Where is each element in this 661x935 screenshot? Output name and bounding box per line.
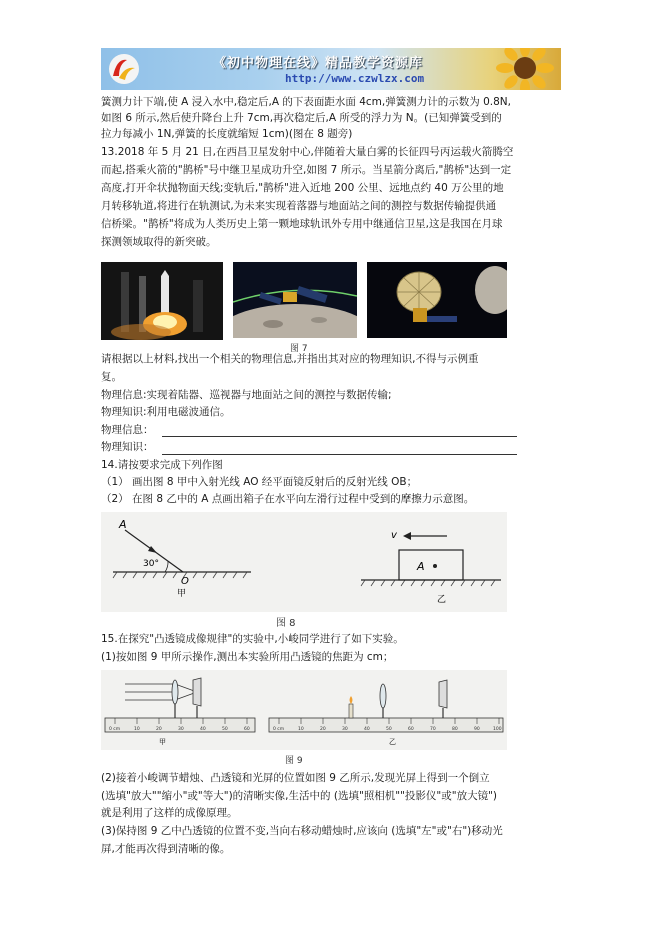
- text-line: 簧测力计下端,使 A 浸入水中,稳定后,A 的下表面距水面 4cm,弹簧测力计的示数为 0.8N,: [101, 96, 511, 108]
- label-angle: 30°: [143, 559, 159, 569]
- lens-jia: [172, 680, 178, 704]
- tick-label: 10: [134, 727, 140, 732]
- tick-label: 0 cm: [109, 727, 121, 732]
- header-banner: [101, 48, 561, 90]
- tick-label: 60: [244, 727, 250, 732]
- tick-label: 40: [364, 727, 370, 732]
- figure-9-caption: 图 9: [285, 756, 303, 766]
- text-line: 14.请按要求完成下列作图: [101, 459, 223, 471]
- candle: [349, 704, 353, 718]
- tick-label: 20: [320, 727, 326, 732]
- sunflower-icon: [495, 48, 555, 90]
- figure-8-caption: 图 8: [276, 618, 296, 629]
- text-line: 信桥梁。"鹊桥"将成为人类历史上第一颗地球轨讯外专用中继通信卫星,这是我国在月球: [101, 218, 503, 230]
- tick-label: 100: [493, 727, 502, 732]
- label-v: v: [391, 530, 397, 541]
- tick-label: 40: [200, 727, 206, 732]
- answer-label: 物理知识：: [101, 441, 154, 453]
- tick-label: 10: [298, 727, 304, 732]
- text-line: (2)接着小峻调节蜡烛、凸透镜和光屏的位置如图 9 乙所示,发现光屏上得到一个倒立: [101, 772, 490, 784]
- satellite-over-moon-photo: [233, 262, 357, 338]
- text-line: 15.在探究"凸透镜成像规律"的实验中,小峻同学进行了如下实验。: [101, 633, 404, 645]
- text-line: 高度,打开伞状抛物面天线;变轨后,"鹊桥"进入近地 200 公里、远地点约 40 万公里的地: [101, 182, 504, 194]
- text-line: （1） 画出图 8 甲中入射光线 AO 经平面镜反射后的反射光线 OB；: [101, 476, 418, 488]
- label-A: A: [119, 518, 127, 531]
- text-line: (3)保持图 9 乙中凸透镜的位置不变,当向右移动蜡烛时,应该向 (选填"左"或"右")移动光: [101, 825, 503, 837]
- label-box-A: A: [417, 560, 425, 573]
- tick-label: 30: [342, 727, 348, 732]
- label-jia: 甲: [177, 589, 187, 599]
- tick-label: 70: [430, 727, 436, 732]
- text-line: 就是利用了这样的成像原理。: [101, 807, 238, 819]
- screen-jia: [193, 678, 201, 706]
- tick-label: 50: [386, 727, 392, 732]
- relay-satellite-photo: [367, 262, 507, 338]
- tick-label: 80: [452, 727, 458, 732]
- answer-blank[interactable]: [162, 453, 517, 455]
- label-yi: 乙: [437, 595, 447, 605]
- text-line: （2） 在图 8 乙中的 A 点画出箱子在水平向左滑行过程中受到的摩擦力示意图。: [101, 493, 475, 505]
- rocket-launch-photo: [101, 262, 223, 340]
- text-line: 屏,才能再次得到清晰的像。: [101, 843, 231, 855]
- banner-url: http://www.czwlzx.com: [285, 72, 425, 85]
- figure-9: [101, 670, 507, 750]
- text-line: 13.2018 年 5 月 21 日,在西昌卫星发射中心,伴随着大量白雾的长征四号丙运载火箭腾空: [101, 146, 514, 158]
- answer-blank[interactable]: [162, 435, 517, 437]
- label-O: O: [181, 576, 189, 587]
- banner-title: 《初中物理在线》精品教学资源库: [213, 56, 424, 71]
- lens-yi: [380, 684, 386, 708]
- text-line: 探测领域取得的新突破。: [101, 236, 217, 248]
- text-line: (1)按如图 9 甲所示操作,测出本实验所用凸透镜的焦距为 cm；: [101, 651, 394, 663]
- text-line: 如图 6 所示,然后使升降台上升 7cm,再次稳定后,A 所受的浮力为 N。(已知弹簧受到的: [101, 112, 502, 124]
- text-line: 拉力每减小 1N,弹簧的长度就缩短 1cm)(图在 8 题旁): [101, 128, 353, 140]
- label-jia: 甲: [159, 738, 166, 746]
- tick-label: 30: [178, 727, 184, 732]
- tick-label: 0 cm: [273, 727, 285, 732]
- screen-yi: [439, 680, 447, 708]
- text-line: 而起,搭乘火箭的"鹊桥"号中继卫星成功升空,如图 7 所示。当星箭分离后,"鹊桥"达到一定: [101, 164, 512, 176]
- tick-label: 20: [156, 727, 162, 732]
- text-line: 物理知识:利用电磁波通信。: [101, 406, 231, 418]
- text-line: (选填"放大""缩小"或"等大")的清晰实像,生活中的 (选填"照相机""投影仪"或"放大镜"): [101, 790, 498, 802]
- text-line: 复。: [101, 371, 122, 383]
- tick-label: 50: [222, 727, 228, 732]
- tick-label: 60: [408, 727, 414, 732]
- text-line: 请根据以上材料,找出一个相关的物理信息,并指出其对应的物理知识,不得与示例重: [101, 353, 479, 365]
- text-line: 物理信息:实现着陆器、巡视器与地面站之间的测控与数据传输;: [101, 389, 392, 401]
- text-line: 月转移轨道,将进行在轨测试,为未来实现着落器与地面站之间的测控与数据传输提供通: [101, 200, 497, 212]
- tick-label: 90: [474, 727, 480, 732]
- point-A: [433, 564, 437, 568]
- logo-icon: [107, 52, 141, 86]
- figure-7-caption: 图 7: [290, 344, 308, 354]
- answer-label: 物理信息：: [101, 424, 154, 436]
- figure-8: [101, 512, 507, 612]
- label-yi: 乙: [389, 738, 396, 746]
